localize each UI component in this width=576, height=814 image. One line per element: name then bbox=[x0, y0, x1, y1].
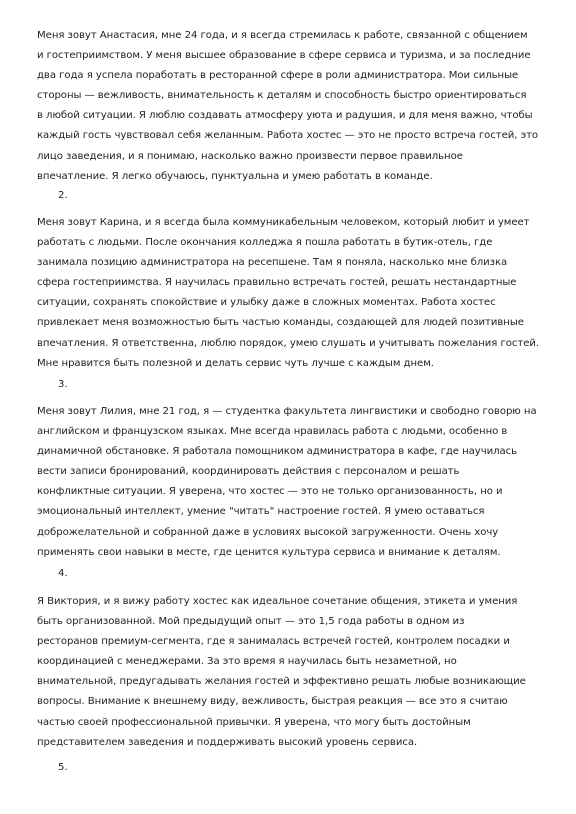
text-line: в любой ситуации. Я люблю создавать атмосферу уюта и радушия, и для меня важно, чтобы bbox=[37, 110, 533, 122]
list-number-3: 3. bbox=[58, 379, 68, 390]
text-line: два года я успела поработать в ресторанной сфере в роли администратора. Мои сильные bbox=[37, 70, 519, 82]
paragraph-4 bbox=[37, 592, 551, 753]
text-line: координацией с менеджерами. За это время я научилась быть незаметной, но bbox=[37, 656, 457, 668]
text-line: Мне нравится быть полезной и делать сервис чуть лучше с каждым днем. bbox=[37, 357, 434, 369]
text-line: внимательной, предугадывать желания гостей и эффективно решать любые возникающие bbox=[37, 676, 526, 688]
text-line: быть организованной. Мой предыдущий опыт — это 1,5 года работы в одном из bbox=[37, 616, 465, 628]
text-line: каждый гость чувствовал себя желанным. Работа хостес — это не просто встреча гостей, это bbox=[37, 130, 539, 142]
text-line: работать с людьми. После окончания колледжа я пошла работать в бутик-отель, где bbox=[37, 237, 493, 249]
text-line: представителем заведения и поддерживать высокий уровень сервиса. bbox=[37, 736, 418, 748]
text-line: динамичной обстановке. Я работала помощником администратора в кафе, где научилась bbox=[37, 446, 518, 458]
text-line: впечатление. Я легко обучаюсь, пунктуальна и умею работать в команде. bbox=[37, 170, 433, 182]
list-number-5: 5. bbox=[58, 762, 68, 773]
paragraph-1 bbox=[37, 26, 551, 187]
text-line: конфликтные ситуации. Я уверена, что хостес — это не только организованность, но и bbox=[37, 486, 503, 498]
list-number-4: 4. bbox=[58, 568, 68, 579]
text-line: стороны — вежливость, внимательность к деталям и способность быстро ориентироваться bbox=[37, 90, 527, 102]
text-line: английском и французском языках. Мне всегда нравилась работа с людьми, особенно в bbox=[37, 426, 508, 438]
text-line: Меня зовут Анастасия, мне 24 года, и я всегда стремилась к работе, связанной с общением bbox=[37, 30, 528, 41]
text-line: ресторанов премиум-сегмента, где я занималась встречей гостей, контролем посадки и bbox=[37, 636, 510, 648]
paragraph-3 bbox=[37, 402, 551, 563]
text-line: привлекает меня возможностью быть частью команды, создающей для людей позитивные bbox=[37, 317, 524, 329]
text-line: частью своей профессиональной привычки. Я уверена, что могу быть достойным bbox=[37, 716, 471, 728]
text-line: Меня зовут Карина, и я всегда была коммуникабельным человеком, который любит и умеет bbox=[37, 217, 530, 228]
text-line: применять свои навыки в месте, где ценится культура сервиса и внимание к деталям. bbox=[37, 546, 501, 558]
text-line: доброжелательной и собранной даже в условиях высокой загруженности. Очень хочу bbox=[37, 526, 499, 538]
text-line: сфера гостеприимства. Я научилась правильно встречать гостей, решать нестандартные bbox=[37, 277, 517, 289]
text-line: вопросы. Внимание к внешнему виду, вежливость, быстрая реакция — все это я считаю bbox=[37, 696, 508, 708]
text-line: лицо заведения, и я понимаю, насколько важно произвести первое правильное bbox=[37, 150, 463, 162]
paragraph-2 bbox=[37, 213, 551, 374]
text-line: Меня зовут Лилия, мне 21 год, я — студентка факультета лингвистики и свободно говорю на bbox=[37, 406, 537, 417]
text-line: эмоциональный интеллект, умение "читать" настроение гостей. Я умею оставаться bbox=[37, 506, 485, 518]
text-line: вести записи бронирований, координировать действия с персоналом и решать bbox=[37, 466, 460, 478]
text-line: и гостеприимством. У меня высшее образование в сфере сервиса и туризма, и за последние bbox=[37, 50, 531, 62]
text-line: занимала позицию администратора на ресепшене. Там я поняла, насколько мне близка bbox=[37, 257, 508, 269]
text-line: Я Виктория, и я вижу работу хостес как идеальное сочетание общения, этикета и умения bbox=[37, 596, 518, 607]
list-number-2: 2. bbox=[58, 190, 68, 201]
text-line: впечатления. Я ответственна, люблю порядок, умею слушать и учитывать пожелания гостей. bbox=[37, 337, 540, 349]
text-line: ситуации, сохранять спокойствие и улыбку даже в сложных моментах. Работа хостес bbox=[37, 297, 496, 309]
